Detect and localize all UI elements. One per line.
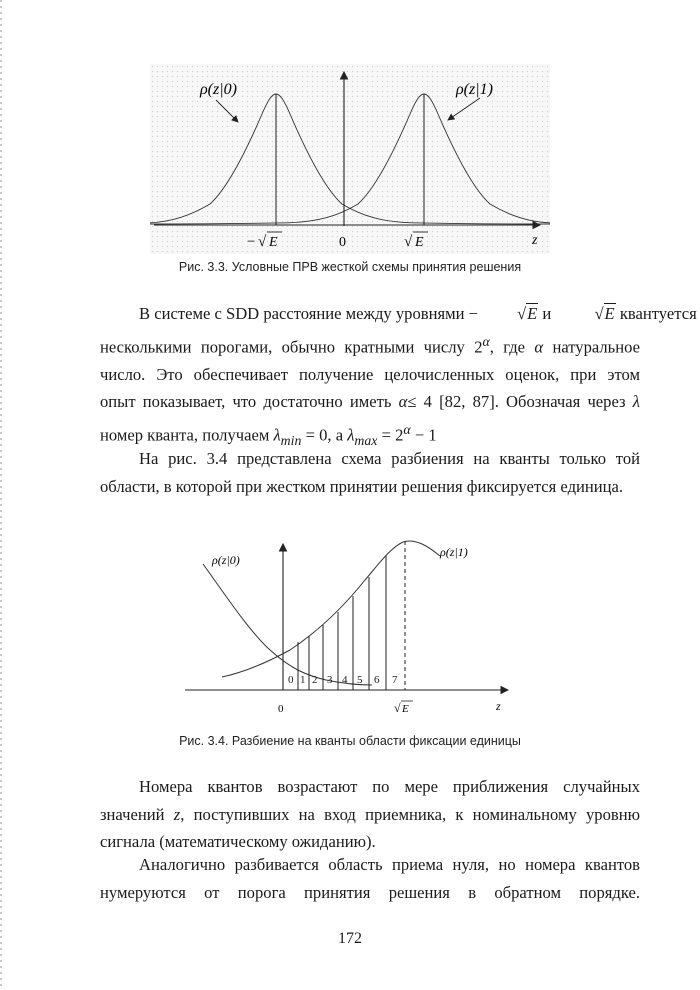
tick-pos-radical: √ bbox=[404, 234, 413, 250]
fig2-tick-e: E bbox=[402, 703, 409, 715]
figure-3-4-caption: Рис. 3.4. Разбиение на кванты области фиксации единицы bbox=[179, 734, 521, 748]
quant-label: 4 bbox=[342, 674, 348, 686]
paragraph-quanta-order bbox=[100, 773, 640, 856]
paragraph-sdd-line-2: несколькими порогами, обычно кратными числу $2^\alpha$, где α натуральное bbox=[100, 333, 640, 357]
paragraph-sdd-line-3: число. Это обеспечивает получение целочисленных оценок, при этом bbox=[100, 364, 640, 384]
fig2-axis-label-z: z bbox=[496, 699, 501, 713]
quant-label: 7 bbox=[392, 674, 398, 686]
tick-zero: 0 bbox=[339, 235, 346, 250]
fig2-pdf-curve-one bbox=[222, 541, 440, 677]
tick-minus-sign: − bbox=[247, 234, 256, 250]
quant-label: 3 bbox=[327, 674, 333, 686]
paragraph-4-line-2: нумеруются от порога принятия решения в обратном порядке. bbox=[100, 882, 640, 902]
fig2-tick-zero: 0 bbox=[278, 703, 284, 715]
label-rho-z1: ρ(z|1) bbox=[456, 81, 493, 98]
page-number: 172 bbox=[338, 930, 362, 947]
quanta-labels bbox=[288, 674, 398, 686]
paragraph-3-line-2: значений z, поступивших на вход приемника, к номинальному уровню bbox=[100, 804, 640, 824]
quant-label: 6 bbox=[374, 674, 380, 686]
paragraph-zero-region bbox=[100, 851, 640, 906]
paragraph-2-line-1: На рис. 3.4 представлена схема разбиения на кванты только той bbox=[139, 449, 640, 468]
paragraph-2-line-2: области, в которой при жестком принятии решения фиксируется единица. bbox=[100, 476, 624, 496]
axis-label-z: z bbox=[532, 233, 538, 248]
quant-label: 1 bbox=[300, 674, 306, 686]
figure-3-3-caption: Рис. 3.3. Условные ПРВ жесткой схемы принятия решения bbox=[178, 260, 522, 274]
paragraph-sdd-line-5: номер кванта, получаем $\lambda_{min} = 0$, а $\lambda_{max} = 2^\alpha - 1$ bbox=[100, 421, 437, 448]
quanta-lines bbox=[298, 556, 386, 690]
fig2-label-rho-z0: ρ(z|0) bbox=[212, 553, 240, 567]
quant-label: 0 bbox=[288, 674, 294, 686]
quant-label: 2 bbox=[312, 674, 318, 686]
tick-neg-radical: √ bbox=[258, 234, 267, 250]
paragraph-3-line-3: сигнала (математическому ожиданию). bbox=[100, 832, 376, 851]
paragraph-sdd-line-1: В системе с SDD расстояние между уровнями − √E и √E квантуется bbox=[139, 304, 697, 323]
fig2-label-rho-z1: ρ(z|1) bbox=[440, 545, 468, 559]
paragraph-4-line-1: Аналогично разбивается область приема нуля, но номера квантов bbox=[139, 855, 640, 874]
fig2-pdf-curve-zero bbox=[203, 564, 372, 685]
quant-label: 5 bbox=[357, 674, 363, 686]
paragraph-3-line-1: Номера квантов возрастают по мере приближения случайных bbox=[139, 777, 640, 796]
label-rho-z0: ρ(z|0) bbox=[200, 81, 237, 98]
tick-pos-e: E bbox=[415, 235, 424, 250]
fig2-tick-radical: √ bbox=[394, 701, 401, 715]
paragraph-sdd-line-4: опыт показывает, что достаточно иметь α≤ 4 [82, 87]. Обозначая через λ bbox=[100, 392, 640, 412]
tick-neg-e: E bbox=[269, 235, 278, 250]
